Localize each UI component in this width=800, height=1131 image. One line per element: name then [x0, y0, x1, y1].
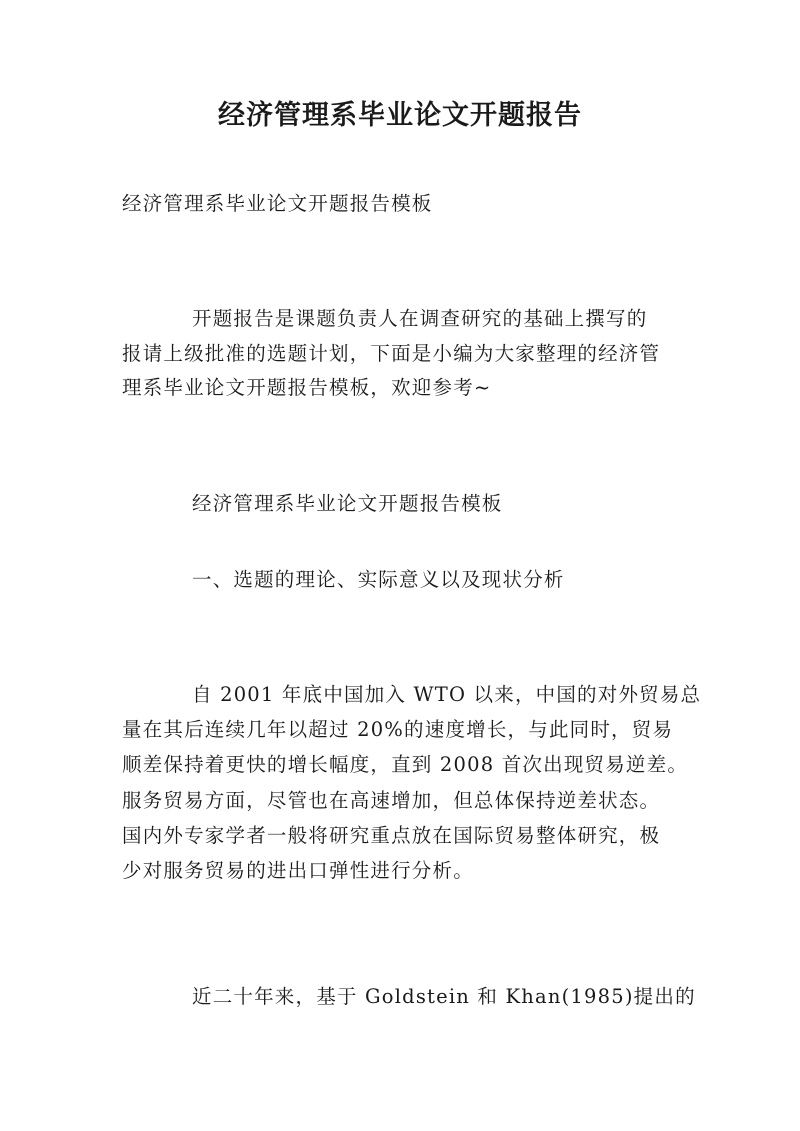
paragraph-line: 国内外专家学者一般将研究重点放在国际贸易整体研究，极 [122, 823, 661, 847]
paragraph-line: 自 2001 年底中国加入 WTO 以来，中国的对外贸易总 [192, 683, 702, 706]
section-heading: 经济管理系毕业论文开题报告模板 [192, 492, 503, 515]
section-one-heading: 一、选题的理论、实际意义以及现状分析 [192, 568, 565, 591]
document-title: 经济管理系毕业论文开题报告 [218, 100, 582, 131]
paragraph-line: 服务贸易方面，尽管也在高速增加，但总体保持逆差状态。 [122, 788, 661, 812]
intro-line: 开题报告是课题负责人在调查研究的基础上撰写的 [192, 307, 648, 330]
paragraph-two-first-line: 近二十年来，基于 Goldstein 和 Khan(1985)提出的 [192, 985, 696, 1008]
section-one-paragraph [122, 677, 702, 888]
intro-line: 报请上级批准的选题计划，下面是小编为大家整理的经济管 [122, 341, 661, 365]
paragraph-line: 量在其后连续几年以超过 20%的速度增长，与此同时，贸易 [122, 718, 674, 742]
paragraph-line: 少对服务贸易的进出口弹性进行分析。 [122, 858, 474, 882]
intro-line: 理系毕业论文开题报告模板，欢迎参考~ [122, 376, 492, 399]
intro-paragraph [122, 302, 690, 406]
paragraph-line: 顺差保持着更快的增长幅度，直到 2008 首次出现贸易逆差。 [122, 753, 689, 777]
document-subtitle: 经济管理系毕业论文开题报告模板 [122, 192, 433, 215]
